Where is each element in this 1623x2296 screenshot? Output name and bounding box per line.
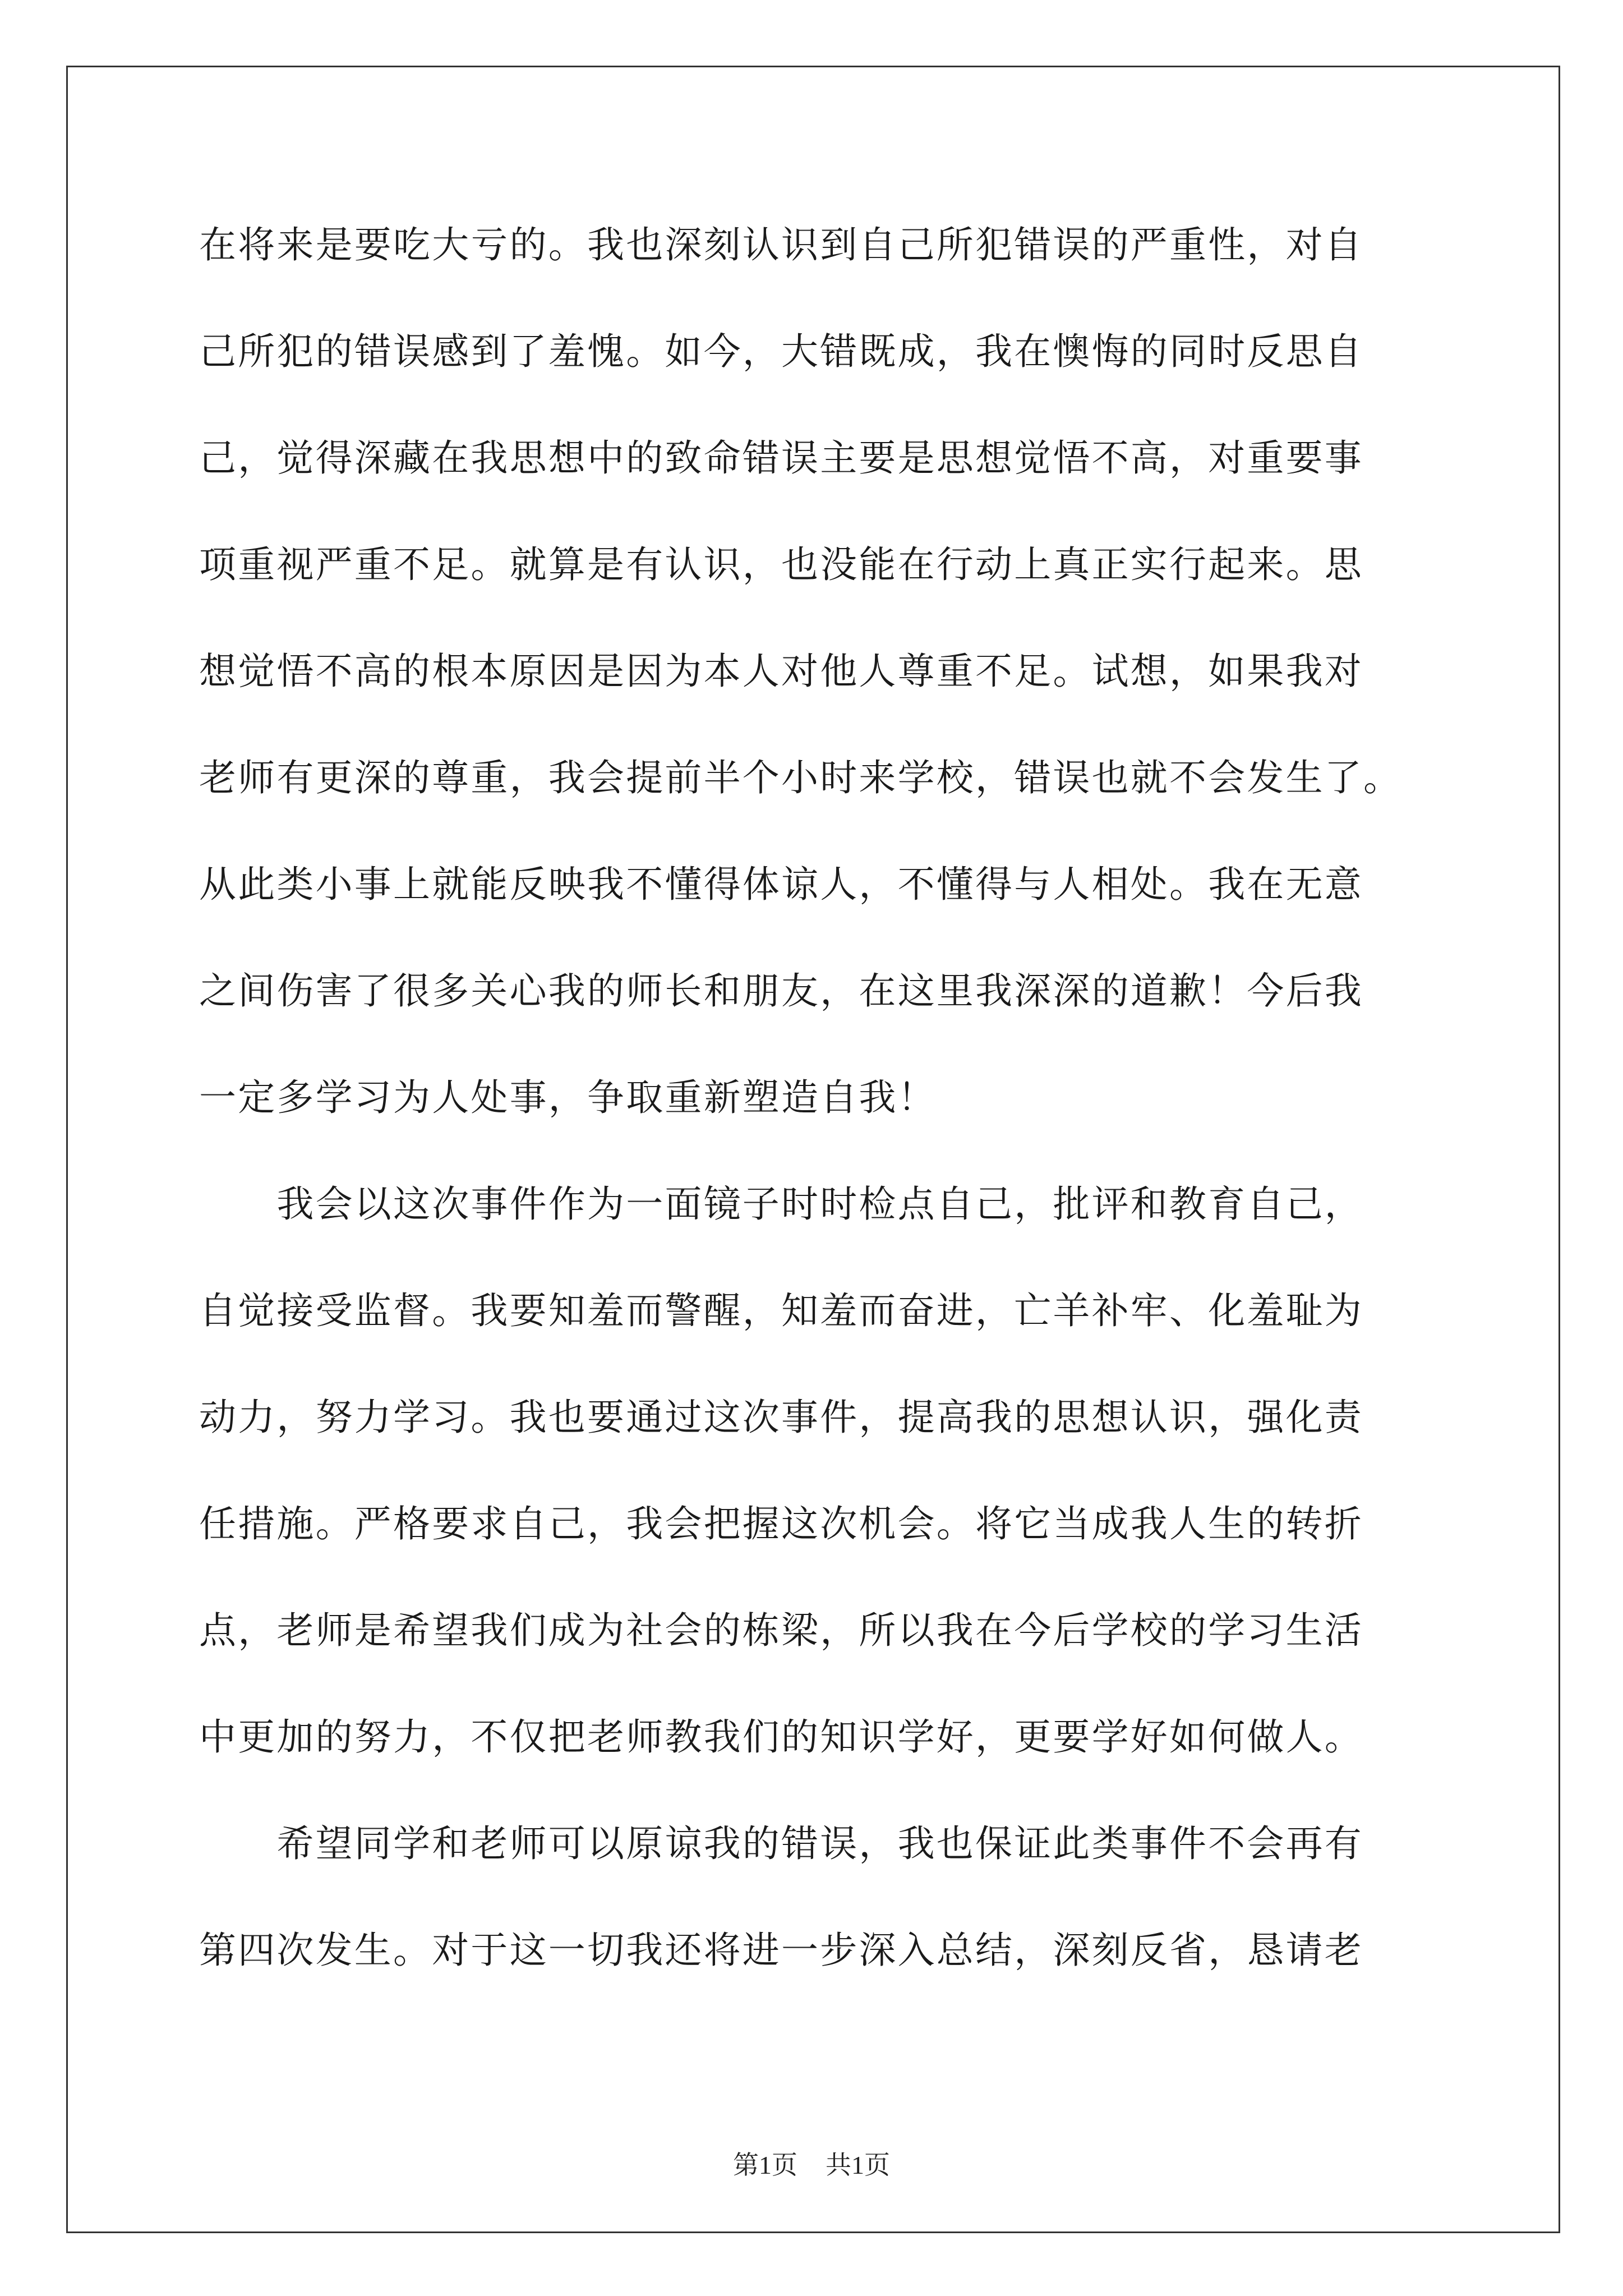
text-line: 一定多学习为人处事，争取重新塑造自我！: [199, 1076, 937, 1119]
text-line: 点，老师是希望我们成为社会的栋梁，所以我在今后学校的学习生活: [199, 1609, 1363, 1652]
text-line: 从此类小事上就能反映我不懂得体谅人，不懂得与人相处。我在无意: [199, 863, 1363, 906]
text-line: 希望同学和老师可以原谅我的错误，我也保证此类事件不会再有: [199, 1822, 1363, 1865]
text-line: 在将来是要吃大亏的。我也深刻认识到自己所犯错误的严重性，对自: [199, 223, 1363, 266]
text-line: 项重视严重不足。就算是有认识，也没能在行动上真正实行起来。思: [199, 543, 1363, 586]
page-border: [66, 66, 1560, 2233]
page-footer: [0, 2148, 1623, 2182]
text-line: 任措施。严格要求自己，我会把握这次机会。将它当成我人生的转折: [199, 1502, 1363, 1545]
page-total: 共1页: [826, 2151, 890, 2179]
text-line: 之间伤害了很多关心我的师长和朋友，在这里我深深的道歉！今后我: [199, 969, 1363, 1013]
text-line: 中更加的努力，不仅把老师教我们的知识学好，更要学好如何做人。: [199, 1715, 1363, 1759]
text-line: 己所犯的错误感到了羞愧。如今，大错既成，我在懊悔的同时反思自: [199, 330, 1363, 373]
text-line: 己，觉得深藏在我思想中的致命错误主要是思想觉悟不高，对重要事: [199, 436, 1363, 480]
page-number: 第1页: [733, 2151, 797, 2179]
text-line: 老师有更深的尊重，我会提前半个小时来学校，错误也就不会发生了。: [199, 756, 1403, 799]
text-line: 我会以这次事件作为一面镜子时时检点自己，批评和教育自己，: [199, 1182, 1363, 1226]
text-line: 自觉接受监督。我要知羞而警醒，知羞而奋进，亡羊补牢、化羞耻为: [199, 1289, 1363, 1332]
text-line: 动力，努力学习。我也要通过这次事件，提高我的思想认识，强化责: [199, 1396, 1363, 1439]
text-line: 想觉悟不高的根本原因是因为本人对他人尊重不足。试想，如果我对: [199, 650, 1363, 693]
text-line: 第四次发生。对于这一切我还将进一步深入总结，深刻反省，恳请老: [199, 1929, 1363, 1972]
